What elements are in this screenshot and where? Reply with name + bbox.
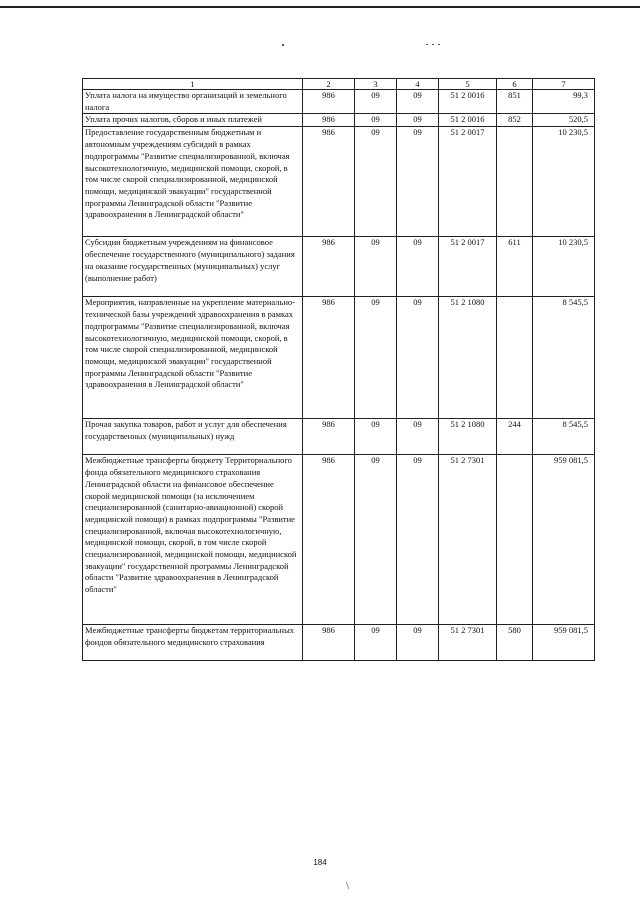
table-header-row: [83, 79, 595, 90]
scan-speck: [438, 44, 440, 45]
row-name: Субсидии бюджетным учреждениям на финансовое обеспечение государственного (муниципального) задания на оказание государственных (муниципальных) услуг (выполнение работ): [83, 237, 303, 297]
row-name: Межбюджетные трансферты бюджету Территориального фонда обязательного медицинского страхования Ленинградской области на финансовое обеспечение скорой медицинской помощи (за исключением специализированной (санитарно-авиационной) скорой медицинской помощи) в рамках подпрограммы "Развитие специализированной, включая высокотехнологичную, медицинской помощи, скорой, в том числе скорой специализированной, медицинской помощи, медицинской эвакуации" государственной программы Ленинградской области "Развитие здравоохранения в Ленинградской области": [83, 455, 303, 625]
ministry-code: 986: [303, 237, 355, 297]
row-name: Уплата прочих налогов, сборов и иных платежей: [83, 114, 303, 127]
target-article: 51 2 0017: [439, 127, 497, 237]
amount: 520,5: [533, 114, 595, 127]
scan-speck: [282, 44, 284, 46]
header-cell: 3: [355, 79, 397, 90]
ministry-code: 986: [303, 419, 355, 455]
subsection-code: 09: [397, 90, 439, 114]
scan-speck: [426, 44, 428, 45]
subsection-code: 09: [397, 127, 439, 237]
subsection-code: 09: [397, 114, 439, 127]
ministry-code: 986: [303, 455, 355, 625]
expense-type: 852: [497, 114, 533, 127]
subsection-code: 09: [397, 297, 439, 419]
target-article: 51 2 7301: [439, 455, 497, 625]
row-name: Межбюджетные трансферты бюджетам территориальных фондов обязательного медицинского страхования: [83, 625, 303, 661]
expense-type: 851: [497, 90, 533, 114]
section-code: 09: [355, 455, 397, 625]
row-name: Предоставление государственным бюджетным и автономным учреждениям субсидий в рамках подпрограммы "Развитие специализированной, включая высокотехнологичную, медицинской помощи, скорой, в том числе скорой специализированной, медицинской помощи, медицинской эвакуации" государственной программы Ленинградской области "Развитие здравоохранения в Ленинградской области": [83, 127, 303, 237]
row-name: Уплата налога на имущество организаций и земельного налога: [83, 90, 303, 114]
subsection-code: 09: [397, 455, 439, 625]
section-code: 09: [355, 90, 397, 114]
header-cell: 2: [303, 79, 355, 90]
header-cell: 7: [533, 79, 595, 90]
amount: 10 230,5: [533, 127, 595, 237]
section-code: 09: [355, 419, 397, 455]
target-article: 51 2 0016: [439, 114, 497, 127]
target-article: 51 2 1080: [439, 297, 497, 419]
header-cell: 5: [439, 79, 497, 90]
ministry-code: 986: [303, 90, 355, 114]
amount: 8 545,5: [533, 297, 595, 419]
table-row: [83, 237, 595, 297]
table-row: [83, 625, 595, 661]
top-rule: [0, 6, 640, 8]
section-code: 09: [355, 297, 397, 419]
expense-type: 611: [497, 237, 533, 297]
amount: 8 545,5: [533, 419, 595, 455]
expense-type: 244: [497, 419, 533, 455]
budget-table: [82, 78, 595, 661]
subsection-code: 09: [397, 237, 439, 297]
subsection-code: 09: [397, 625, 439, 661]
section-code: 09: [355, 114, 397, 127]
margin-mark: \: [346, 880, 350, 892]
table-row: [83, 114, 595, 127]
amount: 959 081,5: [533, 625, 595, 661]
target-article: 51 2 0016: [439, 90, 497, 114]
header-cell: 6: [497, 79, 533, 90]
target-article: 51 2 0017: [439, 237, 497, 297]
ministry-code: 986: [303, 127, 355, 237]
target-article: 51 2 1080: [439, 419, 497, 455]
table-row: [83, 127, 595, 237]
expense-type: [497, 127, 533, 237]
header-cell: 4: [397, 79, 439, 90]
table-row: [83, 419, 595, 455]
expense-type: [497, 455, 533, 625]
table-row: [83, 455, 595, 625]
scan-speck: [432, 44, 434, 45]
expense-type: [497, 297, 533, 419]
amount: 99,3: [533, 90, 595, 114]
row-name: Мероприятия, направленные на укрепление материально-технической базы учреждений здравоохранения в рамках подпрограммы "Развитие специализированной, включая высокотехнологичную, медицинской помощи, скорой, в том числе скорой специализированной, медицинской помощи, медицинской эвакуации" государственной программы Ленинградской области "Развитие здравоохранения в Ленинградской области": [83, 297, 303, 419]
header-cell: 1: [83, 79, 303, 90]
section-code: 09: [355, 127, 397, 237]
section-code: 09: [355, 625, 397, 661]
target-article: 51 2 7301: [439, 625, 497, 661]
table-row: [83, 297, 595, 419]
amount: 10 230,5: [533, 237, 595, 297]
row-name: Прочая закупка товаров, работ и услуг для обеспечения государственных (муниципальных) нужд: [83, 419, 303, 455]
page-number: 184: [313, 858, 327, 867]
ministry-code: 986: [303, 114, 355, 127]
table-row: [83, 90, 595, 114]
subsection-code: 09: [397, 419, 439, 455]
amount: 959 081,5: [533, 455, 595, 625]
ministry-code: 986: [303, 297, 355, 419]
section-code: 09: [355, 237, 397, 297]
ministry-code: 986: [303, 625, 355, 661]
expense-type: 580: [497, 625, 533, 661]
